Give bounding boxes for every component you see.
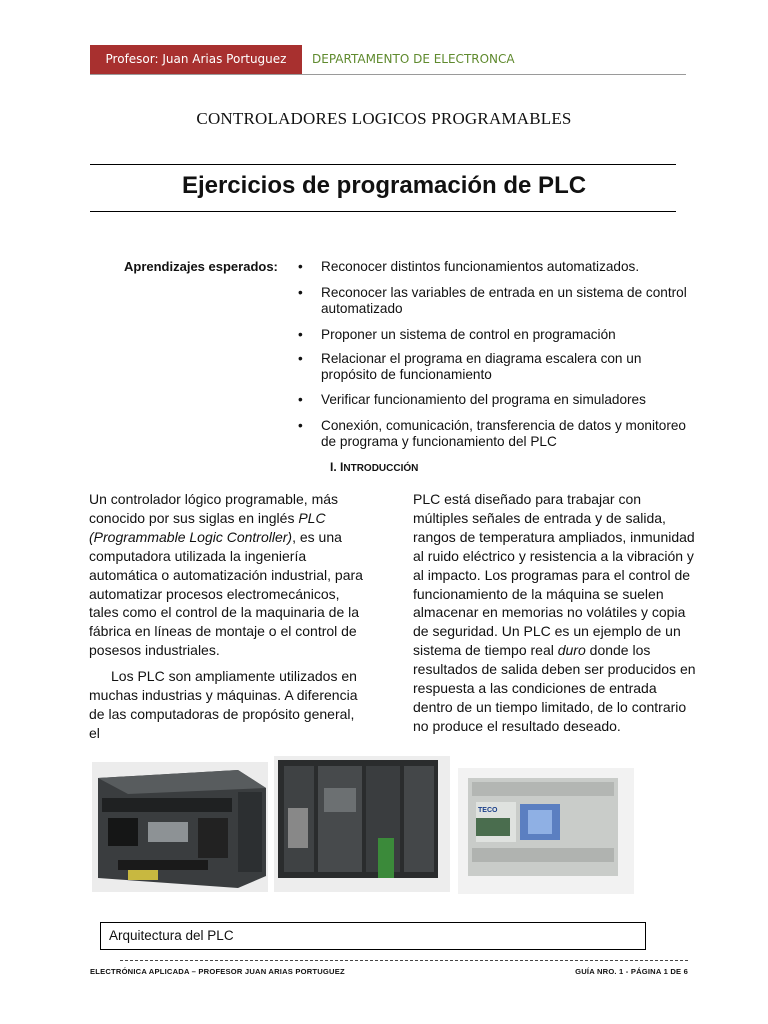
intro-paragraph: PLC está diseñado para trabajar con múltiples señales de entrada y de salida, rangos de temperatura ampliados, inmunidad al ruido eléctrico y resistencia a la vibración y al impacto. Los programas para el control de funcionamiento de la máquina se suelen almacenar en memorias no volátiles y copia de seguridad. Un PLC es un ejemplo de un sistema de tiempo real duro donde los resultados de salida deben ser producidos en respuesta a las condiciones de entrada dentro de un tiempo limitado, de lo contrario no produce el resultado deseado. [413, 491, 696, 734]
footer-course: ELECTRÓNICA APLICADA – PROFESOR JUAN ARIAS PORTUGUEZ [90, 967, 345, 976]
plc-modular-photo [274, 756, 450, 892]
intro-paragraph: Los PLC son ampliamente utilizados en muchas industrias y máquinas. A diferencia de las computadoras de propósito general, el [89, 668, 358, 741]
goals-label: Aprendizajes esperados: [124, 259, 278, 274]
intro-paragraph: Un controlador lógico programable, más conocido por sus siglas en inglés PLC (Programmable Logic Controller), es una computadora utilizada la ingeniería automática o automatización industrial, para automatizar procesos electromecánicos, tales como el control de la maquinaria de la fábrica en líneas de montaje o el control de posesos industriales. [89, 491, 363, 659]
intro-column-right [413, 490, 699, 743]
figure-caption: Arquitectura del PLC [100, 922, 646, 950]
section-heading: I. INTRODUCCIÓN [330, 460, 419, 474]
list-item: • Proponer un sistema de control en programación [298, 327, 616, 342]
subject-heading: CONTROLADORES LOGICOS PROGRAMABLES [196, 109, 572, 128]
list-item: • Reconocer las variables de entrada en un sistema de control automatizado [298, 285, 687, 316]
list-item: • Relacionar el programa en diagrama escalera con un propósito de funcionamiento [298, 351, 642, 382]
footer-divider [120, 960, 688, 961]
plc-photos [88, 748, 688, 898]
plc-teco-photo [458, 768, 634, 894]
title-rule-bottom [90, 211, 676, 212]
footer-page-number: GUÍA NRO. 1 - PÁGINA 1 DE 6 [575, 967, 688, 976]
list-item: • Verificar funcionamiento del programa en simuladores [298, 392, 646, 407]
page-title: Ejercicios de programación de PLC [181, 172, 587, 199]
list-item: • Conexión, comunicación, transferencia de datos y monitoreo de programa y funcionamiento del PLC [298, 418, 686, 449]
professor-label: Profesor: Juan Arias Portuguez [90, 45, 302, 74]
department-label: DEPARTAMENTO DE ELECTRONCA [312, 52, 515, 66]
list-item: • Reconocer distintos funcionamientos automatizados. [298, 259, 640, 274]
header-divider [90, 74, 686, 75]
intro-column-left [89, 490, 367, 750]
plc-compact-photo [92, 762, 268, 892]
svg-text:TECO: TECO [478, 807, 498, 814]
title-rule-top [90, 164, 676, 165]
